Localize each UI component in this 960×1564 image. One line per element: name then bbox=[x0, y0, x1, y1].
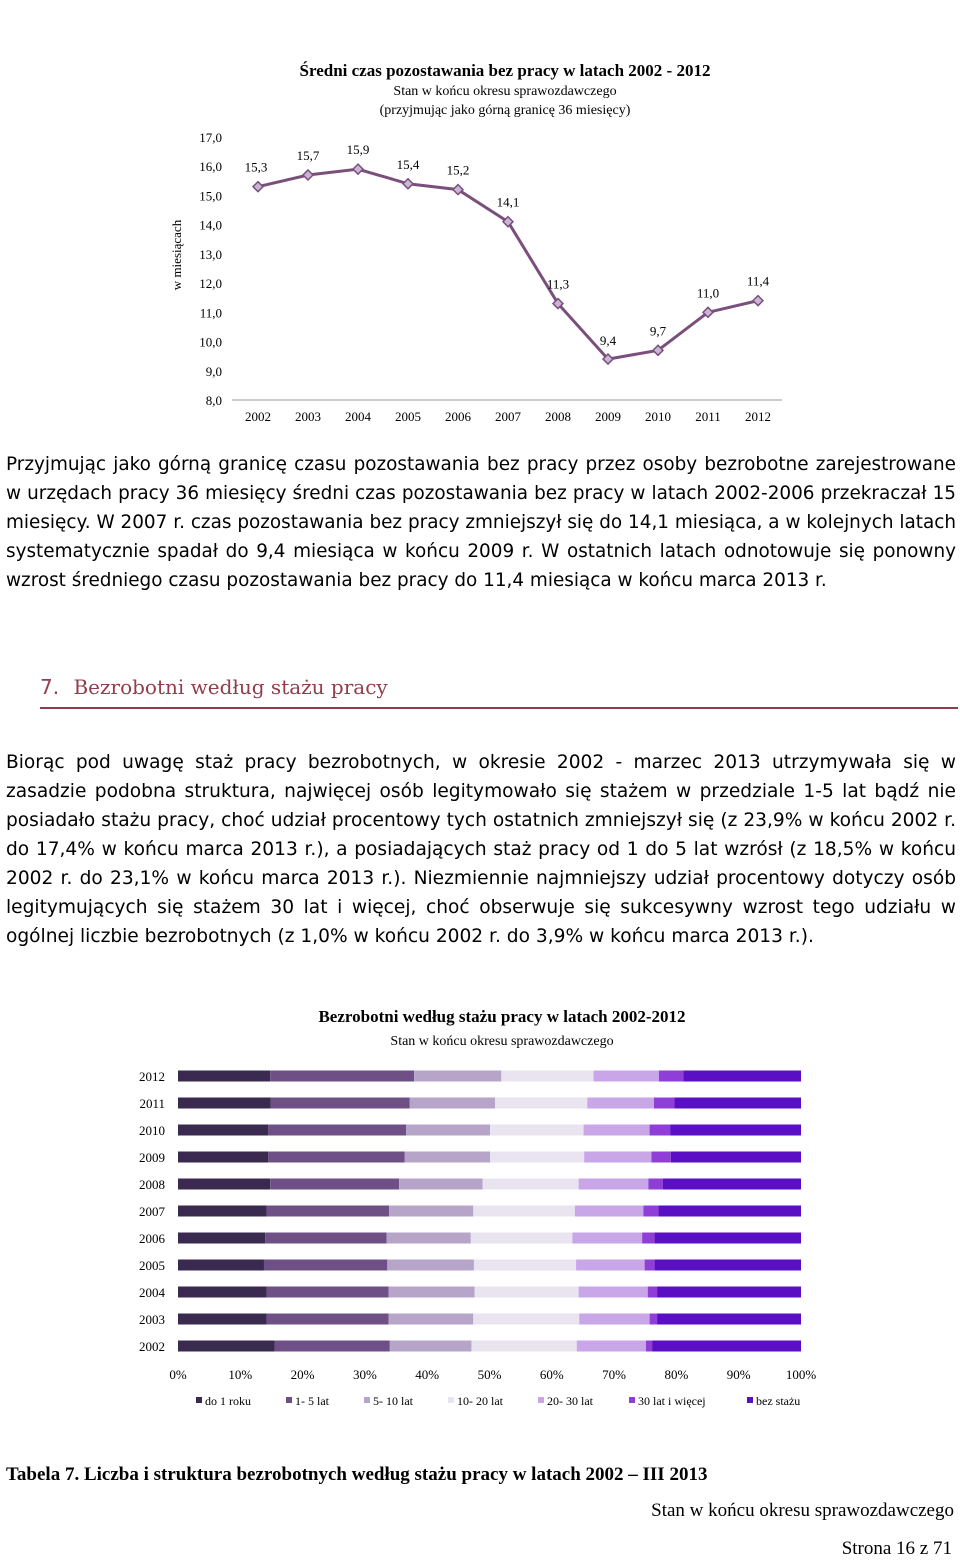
section-title: Bezrobotni według stażu pracy bbox=[73, 675, 388, 699]
bar-segment bbox=[643, 1206, 658, 1217]
bar-segment bbox=[265, 1233, 386, 1244]
line-point bbox=[353, 164, 363, 174]
bar-segment bbox=[579, 1179, 649, 1190]
data-label: 11,4 bbox=[746, 273, 770, 289]
bar-segment bbox=[490, 1125, 583, 1136]
bar-segment bbox=[414, 1071, 501, 1082]
bar-segment bbox=[683, 1071, 801, 1082]
legend-label: bez stażu bbox=[756, 1394, 801, 1408]
category-label: 2007 bbox=[139, 1204, 165, 1219]
y-tick-label: 10,0 bbox=[199, 334, 222, 350]
category-label: 2006 bbox=[139, 1231, 165, 1246]
bar-segment bbox=[406, 1125, 490, 1136]
legend-label: 30 lat i więcej bbox=[638, 1394, 706, 1408]
bar-segment bbox=[651, 1152, 670, 1163]
bar-segment bbox=[652, 1341, 801, 1352]
x-tick-label: 2012 bbox=[745, 409, 771, 424]
data-label: 15,7 bbox=[296, 147, 320, 163]
bar-segment bbox=[572, 1233, 642, 1244]
legend-swatch bbox=[196, 1397, 202, 1403]
legend-swatch bbox=[364, 1397, 370, 1403]
bar-segment bbox=[389, 1314, 474, 1325]
x-tick-label: 2003 bbox=[295, 409, 321, 424]
bar-segment bbox=[178, 1179, 270, 1190]
y-tick-label: 14,0 bbox=[199, 217, 222, 233]
legend-swatch bbox=[286, 1397, 292, 1403]
bar-segment bbox=[266, 1287, 388, 1298]
category-label: 2010 bbox=[139, 1123, 165, 1138]
bar-segment bbox=[490, 1152, 584, 1163]
legend-swatch bbox=[629, 1397, 635, 1403]
x-tick-label: 2011 bbox=[695, 409, 721, 424]
bar-segment bbox=[650, 1125, 671, 1136]
bar-segment bbox=[650, 1314, 657, 1325]
category-label: 2011 bbox=[139, 1096, 165, 1111]
x-tick-label: 2010 bbox=[645, 409, 671, 424]
line-chart-title: Średni czas pozostawania bez pracy w latach 2002 - 2012 bbox=[299, 61, 711, 80]
paragraph-seniority: Biorąc pod uwagę staż pracy bezrobotnych, w okresie 2002 - marzec 2013 utrzymywała się w zasadzie podobna struktura, najwięcej osób legitymowało się stażem w przedziale 1-5 lat bądź nie posiadało stażu pracy, choć udział procentowy tych ostatnich zmniejszył się (z 23,9% w końcu 2002 r. do 17,4% w końcu marca 2013 r.), a posiadających staż pracy od 1 do 5 lat wzrósł (z 18,5% w końcu 2002 r. do 23,1% w końcu marca 2013 r.). Niezmiennie najmniejszy udział procentowy dotyczy osób legitymujących się stażem 30 lat i więcej, choć obserwuje się sukcesywny wzrost tego udziału w ogólnej liczbie bezrobotnych (z 1,0% w końcu 2002 r. do 3,9% w końcu marca 2013 r.). bbox=[6, 752, 956, 947]
y-tick-label: 13,0 bbox=[199, 246, 222, 262]
legend-swatch bbox=[538, 1397, 544, 1403]
bar-segment bbox=[471, 1341, 576, 1352]
bar-segment bbox=[495, 1098, 587, 1109]
legend-label: 20- 30 lat bbox=[547, 1394, 593, 1408]
line-point bbox=[303, 170, 313, 180]
bar-segment bbox=[645, 1260, 655, 1271]
table-status-note: Stan w końcu okresu sprawozdawczego bbox=[651, 1500, 954, 1521]
y-tick-label: 15,0 bbox=[199, 188, 222, 204]
bar-segment bbox=[270, 1179, 399, 1190]
bar-segment bbox=[268, 1152, 404, 1163]
page-number: Strona 16 z 71 bbox=[841, 1538, 952, 1559]
bar-segment bbox=[178, 1206, 266, 1217]
data-label: 15,4 bbox=[396, 156, 420, 172]
line-chart-ylabel: w miesiącach bbox=[169, 219, 184, 291]
x-tick-label: 90% bbox=[726, 1367, 751, 1382]
bar-segment bbox=[473, 1314, 579, 1325]
bar-segment bbox=[266, 1206, 389, 1217]
bar-segment bbox=[390, 1341, 472, 1352]
line-point bbox=[403, 179, 413, 189]
bar-segment bbox=[594, 1071, 659, 1082]
bar-segment bbox=[657, 1314, 801, 1325]
line-chart-subtitle-2: (przyjmując jako górną granicę 36 miesięcy) bbox=[379, 103, 631, 118]
bar-segment bbox=[587, 1098, 654, 1109]
bar-segment bbox=[646, 1341, 652, 1352]
bar-segment bbox=[659, 1071, 683, 1082]
bar-segment bbox=[271, 1098, 410, 1109]
x-tick-label: 20% bbox=[290, 1367, 315, 1382]
bar-segment bbox=[584, 1152, 651, 1163]
y-tick-label: 17,0 bbox=[199, 130, 222, 145]
bar-chart-title: Bezrobotni według stażu pracy w latach 2002-2012 bbox=[318, 1007, 686, 1026]
y-tick-label: 8,0 bbox=[205, 393, 222, 408]
bar-segment bbox=[178, 1125, 268, 1136]
bar-segment bbox=[575, 1206, 644, 1217]
legend-label: do 1 roku bbox=[205, 1394, 251, 1408]
category-label: 2005 bbox=[139, 1258, 165, 1273]
bar-segment bbox=[658, 1206, 801, 1217]
section-number: 7. bbox=[40, 675, 60, 699]
bar-segment bbox=[178, 1152, 268, 1163]
bar-segment bbox=[264, 1260, 387, 1271]
bar-segment bbox=[584, 1125, 650, 1136]
data-label: 11,0 bbox=[696, 285, 720, 301]
y-tick-label: 11,0 bbox=[199, 305, 222, 321]
bar-segment bbox=[387, 1233, 471, 1244]
x-tick-label: 2002 bbox=[245, 409, 271, 424]
x-tick-label: 40% bbox=[415, 1367, 440, 1382]
legend-label: 10- 20 lat bbox=[457, 1394, 503, 1408]
category-label: 2002 bbox=[139, 1339, 165, 1354]
bar-segment bbox=[389, 1287, 475, 1298]
bar-segment bbox=[410, 1098, 495, 1109]
avg-duration-line-chart bbox=[0, 0, 960, 440]
y-tick-label: 9,0 bbox=[205, 363, 222, 379]
bar-segment bbox=[483, 1179, 579, 1190]
bar-segment bbox=[268, 1125, 406, 1136]
legend-label: 1- 5 lat bbox=[295, 1394, 329, 1408]
bar-segment bbox=[655, 1260, 801, 1271]
bar-segment bbox=[654, 1098, 675, 1109]
bar-segment bbox=[577, 1341, 646, 1352]
bar-segment bbox=[387, 1260, 474, 1271]
data-label: 15,2 bbox=[446, 162, 470, 178]
x-tick-label: 2009 bbox=[595, 409, 621, 424]
legend-swatch bbox=[448, 1397, 454, 1403]
line-point bbox=[753, 296, 763, 306]
bar-segment bbox=[178, 1260, 264, 1271]
bar-segment bbox=[471, 1233, 573, 1244]
bar-segment bbox=[642, 1233, 654, 1244]
x-tick-label: 2007 bbox=[495, 409, 521, 424]
category-label: 2012 bbox=[139, 1069, 165, 1084]
bar-segment bbox=[275, 1341, 390, 1352]
x-tick-label: 30% bbox=[352, 1367, 377, 1382]
bar-segment bbox=[579, 1314, 649, 1325]
bar-segment bbox=[178, 1287, 266, 1298]
x-tick-label: 100% bbox=[785, 1367, 817, 1382]
bar-segment bbox=[671, 1152, 801, 1163]
x-tick-label: 2006 bbox=[445, 409, 471, 424]
bar-segment bbox=[576, 1260, 645, 1271]
bar-segment bbox=[655, 1233, 801, 1244]
category-label: 2003 bbox=[139, 1312, 165, 1327]
bar-segment bbox=[648, 1179, 662, 1190]
paragraph-duration: Przyjmując jako górną granicę czasu pozostawania bez pracy przez osoby bezrobotne zarejestrowane w urzędach pracy 36 miesięcy średni czas pozostawania bez pracy w latach 2002-2006 przekraczał 15 miesięcy. W 2007 r. czas pozostawania bez pracy zmniejszył się do 14,1 miesiąca, a w kolejnych latach systematycznie spadał do 9,4 miesiąca w końcu 2009 r. W ostatnich latach odnotowuje się ponowny wzrost średniego czasu pozostawania bez pracy do 11,4 miesiąca w końcu marca 2013 r. bbox=[6, 454, 956, 591]
y-tick-label: 12,0 bbox=[199, 276, 222, 292]
table-title: Tabela 7. Liczba i struktura bezrobotnych według stażu pracy w latach 2002 – III 2013 bbox=[6, 1464, 708, 1485]
legend-swatch bbox=[747, 1397, 753, 1403]
x-tick-label: 2008 bbox=[545, 409, 571, 424]
bar-segment bbox=[270, 1071, 414, 1082]
y-tick-label: 16,0 bbox=[199, 159, 222, 175]
bar-segment bbox=[389, 1206, 473, 1217]
data-label: 11,3 bbox=[546, 276, 570, 292]
data-label: 9,7 bbox=[649, 323, 667, 339]
bar-segment bbox=[473, 1206, 575, 1217]
data-label: 14,1 bbox=[496, 194, 520, 210]
bar-segment bbox=[663, 1179, 801, 1190]
legend-label: 5- 10 lat bbox=[373, 1394, 413, 1408]
x-tick-label: 60% bbox=[539, 1367, 564, 1382]
x-tick-label: 10% bbox=[228, 1367, 253, 1382]
data-label: 9,4 bbox=[599, 333, 617, 349]
line-point bbox=[253, 182, 263, 192]
bar-segment bbox=[501, 1071, 593, 1082]
line-chart-subtitle: Stan w końcu okresu sprawozdawczego bbox=[393, 84, 617, 99]
bar-segment bbox=[178, 1071, 270, 1082]
bar-chart-subtitle: Stan w końcu okresu sprawozdawczego bbox=[390, 1034, 614, 1049]
data-label: 15,9 bbox=[346, 142, 370, 158]
x-tick-label: 0% bbox=[169, 1367, 187, 1382]
data-label: 15,3 bbox=[244, 159, 268, 175]
bar-segment bbox=[579, 1287, 648, 1298]
x-tick-label: 80% bbox=[664, 1367, 689, 1382]
bar-segment bbox=[266, 1314, 388, 1325]
bar-segment bbox=[670, 1125, 801, 1136]
bar-segment bbox=[178, 1341, 275, 1352]
bar-segment bbox=[648, 1287, 657, 1298]
category-label: 2009 bbox=[139, 1150, 165, 1165]
x-tick-label: 70% bbox=[602, 1367, 627, 1382]
bar-segment bbox=[474, 1260, 576, 1271]
bar-segment bbox=[178, 1098, 271, 1109]
bar-segment bbox=[405, 1152, 490, 1163]
bar-segment bbox=[399, 1179, 482, 1190]
category-label: 2004 bbox=[139, 1285, 165, 1300]
category-label: 2008 bbox=[139, 1177, 165, 1192]
bar-segment bbox=[675, 1098, 801, 1109]
x-tick-label: 2005 bbox=[395, 409, 421, 424]
bar-segment bbox=[178, 1233, 265, 1244]
bar-segment bbox=[178, 1314, 266, 1325]
bar-segment bbox=[475, 1287, 579, 1298]
x-tick-label: 2004 bbox=[345, 409, 371, 424]
x-tick-label: 50% bbox=[477, 1367, 502, 1382]
seniority-stacked-bar-chart bbox=[0, 1000, 960, 1440]
section-heading bbox=[40, 675, 958, 709]
bar-segment bbox=[657, 1287, 801, 1298]
